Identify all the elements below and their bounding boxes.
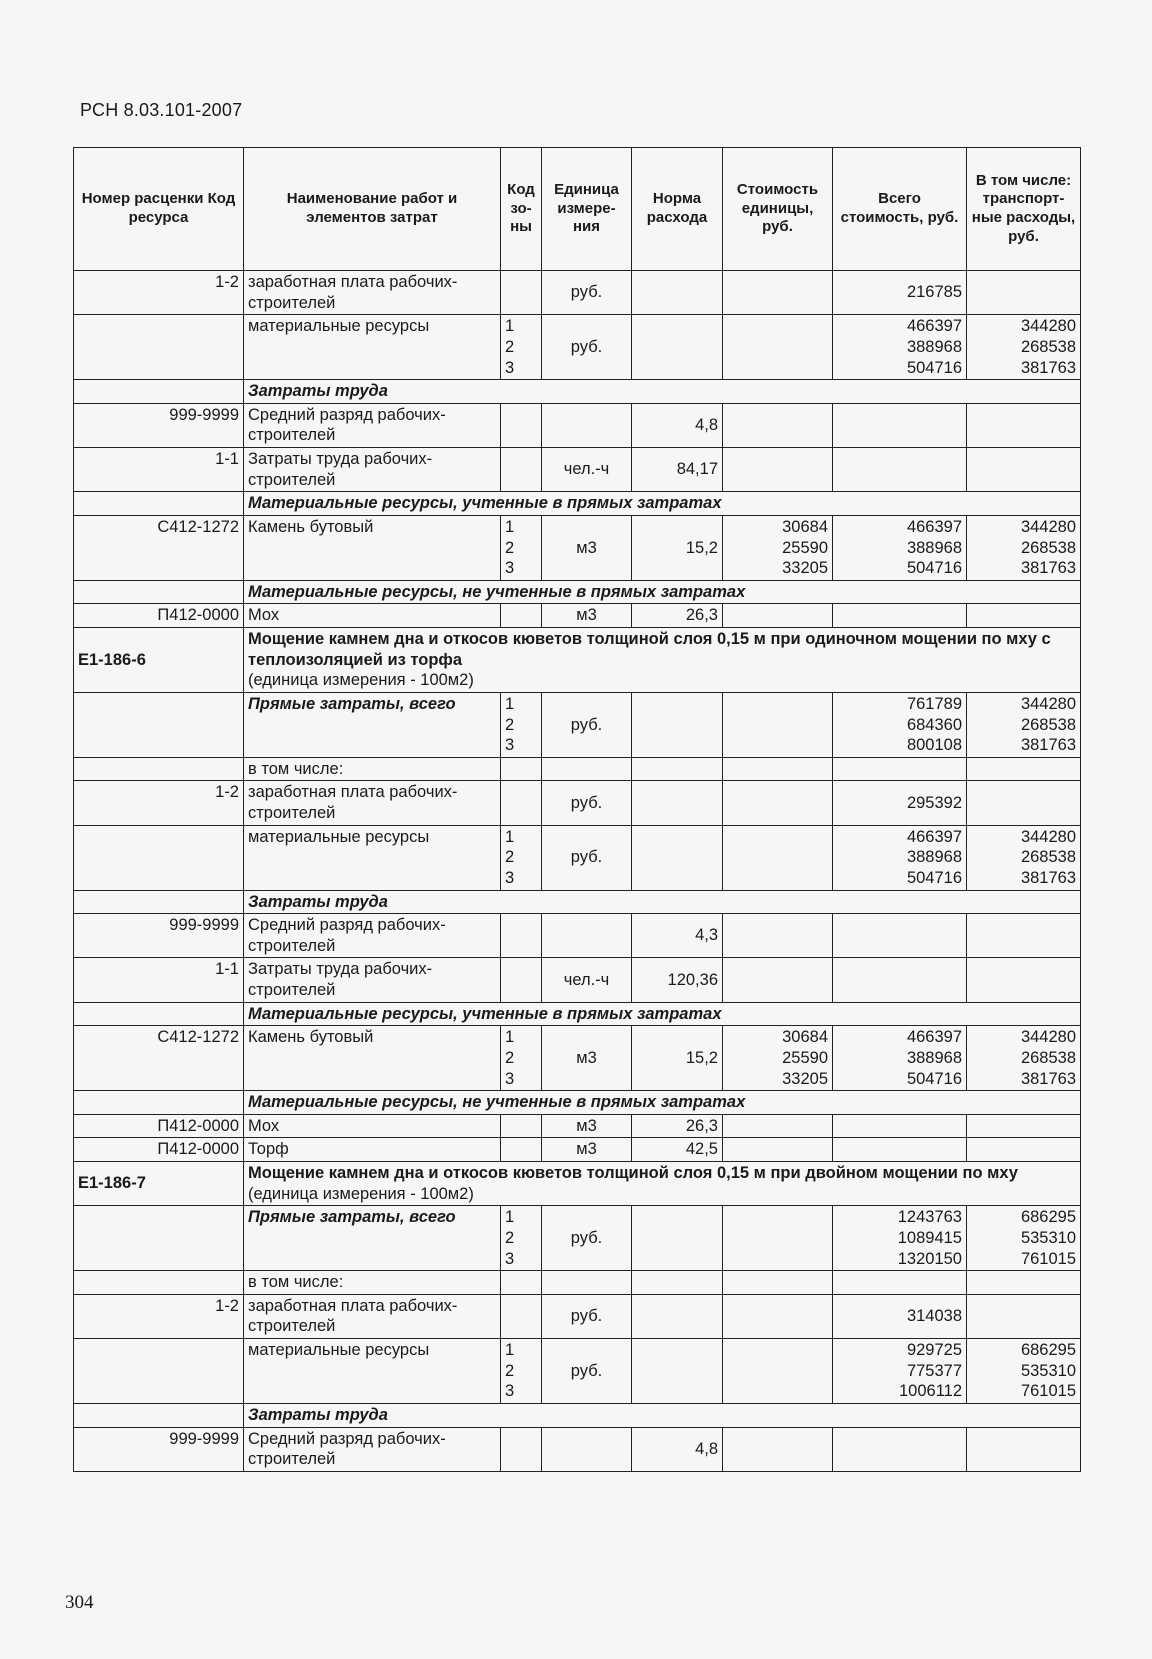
- zone-code: 1 2 3: [501, 515, 542, 580]
- empty-cell: [833, 1271, 967, 1295]
- empty-cell: [501, 1271, 542, 1295]
- item-name: Камень бутовый: [244, 1026, 501, 1091]
- transport-cost: [967, 1427, 1081, 1471]
- zone-code: [501, 403, 542, 447]
- norm: [632, 315, 723, 380]
- section-code-cell: [74, 1091, 244, 1115]
- table-row: [74, 315, 1081, 380]
- item-name: Торф: [244, 1138, 501, 1162]
- zone-code: [501, 448, 542, 492]
- transport-cost: [967, 958, 1081, 1002]
- unit-cost: [723, 1206, 833, 1271]
- item-name: Средний разряд рабочих-строителей: [244, 403, 501, 447]
- document-code: РСН 8.03.101-2007: [80, 100, 243, 120]
- zone-code: [501, 1138, 542, 1162]
- unit: [542, 403, 632, 447]
- table-row: [74, 1294, 1081, 1338]
- transport-cost: 686295 535310 761015: [967, 1206, 1081, 1271]
- item-name: заработная плата рабочих-строителей: [244, 271, 501, 315]
- unit-cost: [723, 692, 833, 757]
- resource-code: [74, 1339, 244, 1404]
- resource-code: П412-0000: [74, 604, 244, 628]
- zone-code: [501, 271, 542, 315]
- resource-code: 1-2: [74, 271, 244, 315]
- table-row: [74, 781, 1081, 825]
- total-cost: [833, 1114, 967, 1138]
- transport-cost: [967, 604, 1081, 628]
- resource-code: 1-2: [74, 781, 244, 825]
- zone-code: 1 2 3: [501, 315, 542, 380]
- unit: м3: [542, 1138, 632, 1162]
- norm: 26,3: [632, 1114, 723, 1138]
- norm: 84,17: [632, 448, 723, 492]
- section-title: Материальные ресурсы, не учтенные в прямых затратах: [244, 1091, 1081, 1115]
- unit-cost: [723, 315, 833, 380]
- table-row: [74, 1427, 1081, 1471]
- resource-code: 999-9999: [74, 1427, 244, 1471]
- total-cost: [833, 403, 967, 447]
- section-row: [74, 1002, 1081, 1026]
- table-row: [74, 448, 1081, 492]
- unit: [542, 1427, 632, 1471]
- table-row: [74, 1339, 1081, 1404]
- table-row: [74, 403, 1081, 447]
- zone-code: [501, 1114, 542, 1138]
- norm: 120,36: [632, 958, 723, 1002]
- unit: [542, 914, 632, 958]
- norm: [632, 825, 723, 890]
- unit-cost: [723, 1294, 833, 1338]
- unit-cost: [723, 271, 833, 315]
- unit: м3: [542, 1114, 632, 1138]
- resource-code: [74, 315, 244, 380]
- direct-cost-row: [74, 692, 1081, 757]
- resource-code: П412-0000: [74, 1114, 244, 1138]
- table-row: [74, 914, 1081, 958]
- unit: руб.: [542, 1206, 632, 1271]
- unit: руб.: [542, 781, 632, 825]
- transport-cost: 344280 268538 381763: [967, 315, 1081, 380]
- subheading-row: [74, 1271, 1081, 1295]
- empty-cell: [967, 1271, 1081, 1295]
- norm: [632, 271, 723, 315]
- norm: [632, 781, 723, 825]
- unit: руб.: [542, 1294, 632, 1338]
- transport-cost: [967, 403, 1081, 447]
- total-cost: 466397 388968 504716: [833, 315, 967, 380]
- item-name: материальные ресурсы: [244, 1339, 501, 1404]
- norm: 42,5: [632, 1138, 723, 1162]
- total-cost: 466397 388968 504716: [833, 515, 967, 580]
- norm: 4,8: [632, 1427, 723, 1471]
- section-row: [74, 380, 1081, 404]
- total-cost: 295392: [833, 781, 967, 825]
- empty-cell: [542, 757, 632, 781]
- zone-code: [501, 1294, 542, 1338]
- resource-code: [74, 692, 244, 757]
- empty-cell: [723, 757, 833, 781]
- empty-cell: [632, 1271, 723, 1295]
- total-cost: 466397 388968 504716: [833, 825, 967, 890]
- item-name: заработная плата рабочих-строителей: [244, 781, 501, 825]
- table-row: [74, 825, 1081, 890]
- table-header: [74, 148, 1081, 271]
- zone-code: [501, 781, 542, 825]
- header-code: Номер расценки Код ресурса: [74, 148, 244, 271]
- resource-code: С412-1272: [74, 515, 244, 580]
- section-code-cell: [74, 492, 244, 516]
- item-name: Затраты труда рабочих-строителей: [244, 958, 501, 1002]
- resource-code: [74, 1206, 244, 1271]
- header-total: Всего стоимость, руб.: [833, 148, 967, 271]
- rate-title: Мощение камнем дна и откосов кюветов толщиной слоя 0,15 м при двойном мощении по мху: [248, 1164, 1018, 1182]
- item-name: Мох: [244, 1114, 501, 1138]
- norm: [632, 692, 723, 757]
- table-row: [74, 958, 1081, 1002]
- zone-code: [501, 914, 542, 958]
- rates-table: [73, 147, 1081, 1472]
- header-zone: Код зо-ны: [501, 148, 542, 271]
- unit: м3: [542, 515, 632, 580]
- empty-cell: [542, 1271, 632, 1295]
- section-title: Материальные ресурсы, не учтенные в прямых затратах: [244, 580, 1081, 604]
- unit: м3: [542, 604, 632, 628]
- table-row: [74, 1138, 1081, 1162]
- unit-cost: [723, 1427, 833, 1471]
- subheading-row: [74, 757, 1081, 781]
- unit-cost: [723, 914, 833, 958]
- unit-cost: [723, 403, 833, 447]
- item-name: материальные ресурсы: [244, 825, 501, 890]
- rate-title-cell: [244, 628, 1081, 693]
- unit-cost: [723, 604, 833, 628]
- resource-code: [74, 825, 244, 890]
- item-name: Прямые затраты, всего: [244, 692, 501, 757]
- unit-cost: [723, 825, 833, 890]
- subheading-text: в том числе:: [244, 757, 501, 781]
- total-cost: 466397 388968 504716: [833, 1026, 967, 1091]
- transport-cost: [967, 1114, 1081, 1138]
- rate-title-row: [74, 628, 1081, 693]
- section-code-cell: [74, 1002, 244, 1026]
- page-number: 304: [65, 1592, 94, 1613]
- norm: 4,8: [632, 403, 723, 447]
- zone-code: 1 2 3: [501, 1026, 542, 1091]
- rate-title-cell: [244, 1162, 1081, 1206]
- unit-cost: [723, 1138, 833, 1162]
- empty-cell: [723, 1271, 833, 1295]
- header-unit: Единица измере-ния: [542, 148, 632, 271]
- unit: руб.: [542, 825, 632, 890]
- transport-cost: 344280 268538 381763: [967, 1026, 1081, 1091]
- table-body: [74, 271, 1081, 1472]
- resource-code: 1-1: [74, 958, 244, 1002]
- resource-code: 1-1: [74, 448, 244, 492]
- unit: руб.: [542, 692, 632, 757]
- unit: руб.: [542, 1339, 632, 1404]
- total-cost: 761789 684360 800108: [833, 692, 967, 757]
- table-row: [74, 604, 1081, 628]
- transport-cost: 344280 268538 381763: [967, 515, 1081, 580]
- total-cost: 1243763 1089415 1320150: [833, 1206, 967, 1271]
- header-transport: В том числе: транспорт-ные расходы, руб.: [967, 148, 1081, 271]
- resource-code: С412-1272: [74, 1026, 244, 1091]
- total-cost: [833, 1427, 967, 1471]
- section-title: Затраты труда: [244, 1403, 1081, 1427]
- norm: [632, 1339, 723, 1404]
- norm: [632, 1294, 723, 1338]
- item-name: Средний разряд рабочих-строителей: [244, 1427, 501, 1471]
- rate-title-row: [74, 1162, 1081, 1206]
- table-row: [74, 271, 1081, 315]
- empty-cell: [967, 757, 1081, 781]
- zone-code: 1 2 3: [501, 1206, 542, 1271]
- unit: м3: [542, 1026, 632, 1091]
- unit-cost: [723, 958, 833, 1002]
- rate-code: Е1-186-7: [74, 1162, 244, 1206]
- rate-unit-note: (единица измерения - 100м2): [248, 1184, 474, 1203]
- header-unit-cost: Стоимость единицы, руб.: [723, 148, 833, 271]
- section-title: Материальные ресурсы, учтенные в прямых затратах: [244, 492, 1081, 516]
- norm: 15,2: [632, 515, 723, 580]
- item-name: материальные ресурсы: [244, 315, 501, 380]
- item-name: заработная плата рабочих-строителей: [244, 1294, 501, 1338]
- total-cost: 314038: [833, 1294, 967, 1338]
- section-code-cell: [74, 580, 244, 604]
- rate-title: Мощение камнем дна и откосов кюветов толщиной слоя 0,15 м при одиночном мощении по мху с теплоизоляцией из торфа: [248, 630, 1051, 669]
- transport-cost: 344280 268538 381763: [967, 825, 1081, 890]
- item-name: Прямые затраты, всего: [244, 1206, 501, 1271]
- unit-cost: [723, 448, 833, 492]
- section-title: Затраты труда: [244, 380, 1081, 404]
- norm: 15,2: [632, 1026, 723, 1091]
- total-cost: [833, 914, 967, 958]
- empty-cell: [501, 757, 542, 781]
- item-name: Мох: [244, 604, 501, 628]
- subheading-code-cell: [74, 757, 244, 781]
- subheading-code-cell: [74, 1271, 244, 1295]
- section-code-cell: [74, 890, 244, 914]
- resource-code: 999-9999: [74, 403, 244, 447]
- transport-cost: [967, 1138, 1081, 1162]
- header-name: Наименование работ и элементов затрат: [244, 148, 501, 271]
- unit-cost: [723, 1339, 833, 1404]
- total-cost: 216785: [833, 271, 967, 315]
- unit: руб.: [542, 271, 632, 315]
- subheading-text: в том числе:: [244, 1271, 501, 1295]
- transport-cost: [967, 1294, 1081, 1338]
- unit-cost: 30684 25590 33205: [723, 515, 833, 580]
- zone-code: [501, 1427, 542, 1471]
- total-cost: [833, 1138, 967, 1162]
- rate-code: Е1-186-6: [74, 628, 244, 693]
- zone-code: 1 2 3: [501, 825, 542, 890]
- unit-cost: 30684 25590 33205: [723, 1026, 833, 1091]
- total-cost: 929725 775377 1006112: [833, 1339, 967, 1404]
- section-row: [74, 890, 1081, 914]
- transport-cost: 344280 268538 381763: [967, 692, 1081, 757]
- section-code-cell: [74, 380, 244, 404]
- item-name: Средний разряд рабочих-строителей: [244, 914, 501, 958]
- section-row: [74, 1403, 1081, 1427]
- total-cost: [833, 448, 967, 492]
- resource-code: 1-2: [74, 1294, 244, 1338]
- zone-code: 1 2 3: [501, 1339, 542, 1404]
- resource-code: П412-0000: [74, 1138, 244, 1162]
- zone-code: [501, 604, 542, 628]
- unit: руб.: [542, 315, 632, 380]
- section-title: Затраты труда: [244, 890, 1081, 914]
- section-row: [74, 580, 1081, 604]
- table-row: [74, 1026, 1081, 1091]
- norm: 4,3: [632, 914, 723, 958]
- table-row: [74, 1114, 1081, 1138]
- header-norm: Норма расхода: [632, 148, 723, 271]
- unit-cost: [723, 1114, 833, 1138]
- transport-cost: [967, 448, 1081, 492]
- resource-code: 999-9999: [74, 914, 244, 958]
- empty-cell: [833, 757, 967, 781]
- transport-cost: [967, 914, 1081, 958]
- item-name: Затраты труда рабочих-строителей: [244, 448, 501, 492]
- zone-code: [501, 958, 542, 1002]
- norm: 26,3: [632, 604, 723, 628]
- section-title: Материальные ресурсы, учтенные в прямых затратах: [244, 1002, 1081, 1026]
- unit: чел.-ч: [542, 958, 632, 1002]
- transport-cost: [967, 781, 1081, 825]
- total-cost: [833, 604, 967, 628]
- norm: [632, 1206, 723, 1271]
- table-row: [74, 515, 1081, 580]
- section-code-cell: [74, 1403, 244, 1427]
- transport-cost: [967, 271, 1081, 315]
- total-cost: [833, 958, 967, 1002]
- zone-code: 1 2 3: [501, 692, 542, 757]
- section-row: [74, 1091, 1081, 1115]
- item-name: Камень бутовый: [244, 515, 501, 580]
- rate-unit-note: (единица измерения - 100м2): [248, 671, 474, 690]
- transport-cost: 686295 535310 761015: [967, 1339, 1081, 1404]
- unit: чел.-ч: [542, 448, 632, 492]
- section-row: [74, 492, 1081, 516]
- direct-cost-row: [74, 1206, 1081, 1271]
- empty-cell: [632, 757, 723, 781]
- unit-cost: [723, 781, 833, 825]
